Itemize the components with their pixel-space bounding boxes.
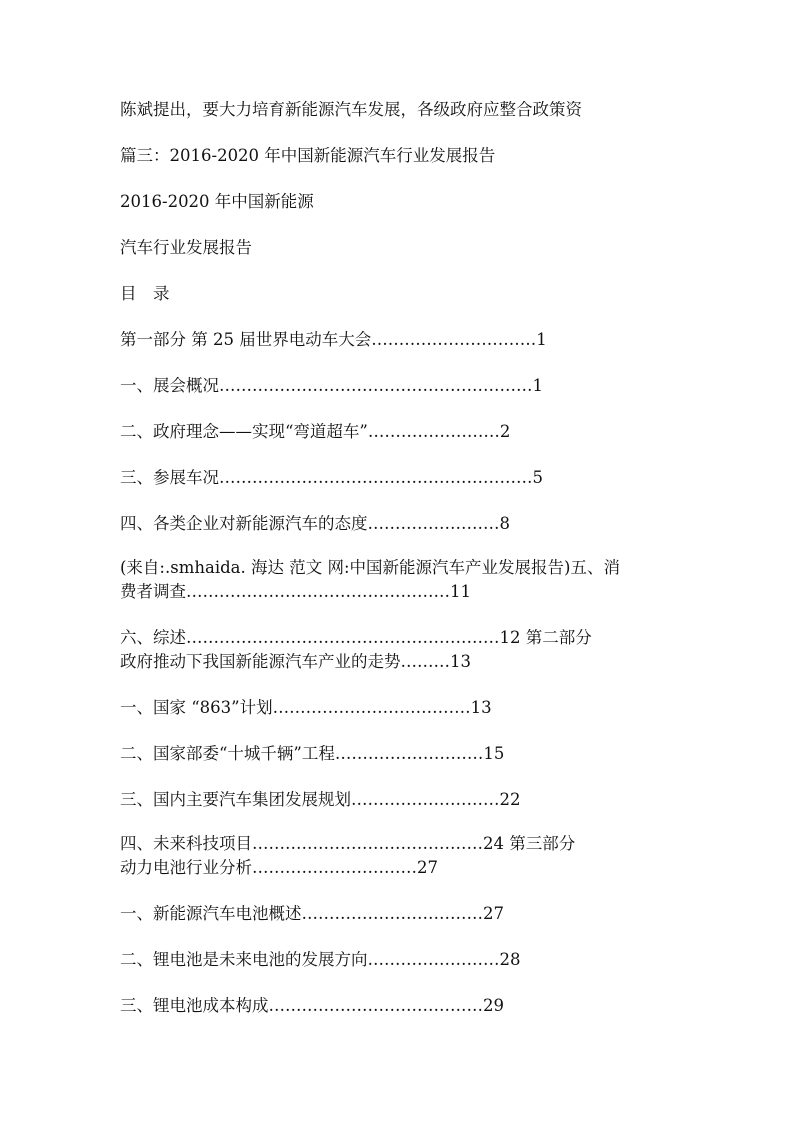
toc-entry: 二、政府理念——实现“弯道超车”……………………2 [120,422,511,441]
toc-entry: 二、锂电池是未来电池的发展方向……………………28 [120,950,521,969]
toc-entry: 二、国家部委“十城千辆”工程………………………15 [120,744,505,763]
toc-entry: 三、锂电池成本构成…………………………………29 [120,996,504,1015]
toc-entry: 费者调查…………………………………………11 [120,582,471,601]
report-title-line-2: 汽车行业发展报告 [120,238,252,257]
toc-entry: 一、新能源汽车电池概述……………………………27 [120,904,504,923]
toc-entry: 政府推动下我国新能源汽车产业的走势………13 [120,652,471,671]
toc-entry: 动力电池行业分析…………………………27 [120,858,438,877]
report-title-line-1: 2016-2020 年中国新能源 [120,192,314,211]
toc-entry: 四、未来科技项目……………………………………24 第三部分 [120,834,576,853]
section-heading: 篇三：2016-2020 年中国新能源汽车行业发展报告 [120,146,496,165]
toc-entry: 三、国内主要汽车集团发展规划………………………22 [120,790,521,809]
toc-entry: 四、各类企业对新能源汽车的态度……………………8 [120,514,510,533]
toc-heading: 目 录 [120,284,170,303]
toc-entry: 六、综述…………………………………………………12 第二部分 [120,628,592,647]
toc-entry: 一、国家 “863”计划………………………………13 [120,698,492,717]
toc-entry: 一、展会概况…………………………………………………1 [120,376,543,395]
text-line-intro: 陈斌提出，要大力培育新能源汽车发展，各级政府应整合政策资 [120,100,582,119]
toc-entry: 三、参展车况…………………………………………………5 [120,468,543,487]
toc-entry-source-note: (来自:.smhaida. 海达 范文 网:中国新能源汽车产业发展报告)五、消 [120,558,620,577]
toc-entry: 第一部分 第 25 届世界电动车大会…………………………1 [120,330,547,349]
